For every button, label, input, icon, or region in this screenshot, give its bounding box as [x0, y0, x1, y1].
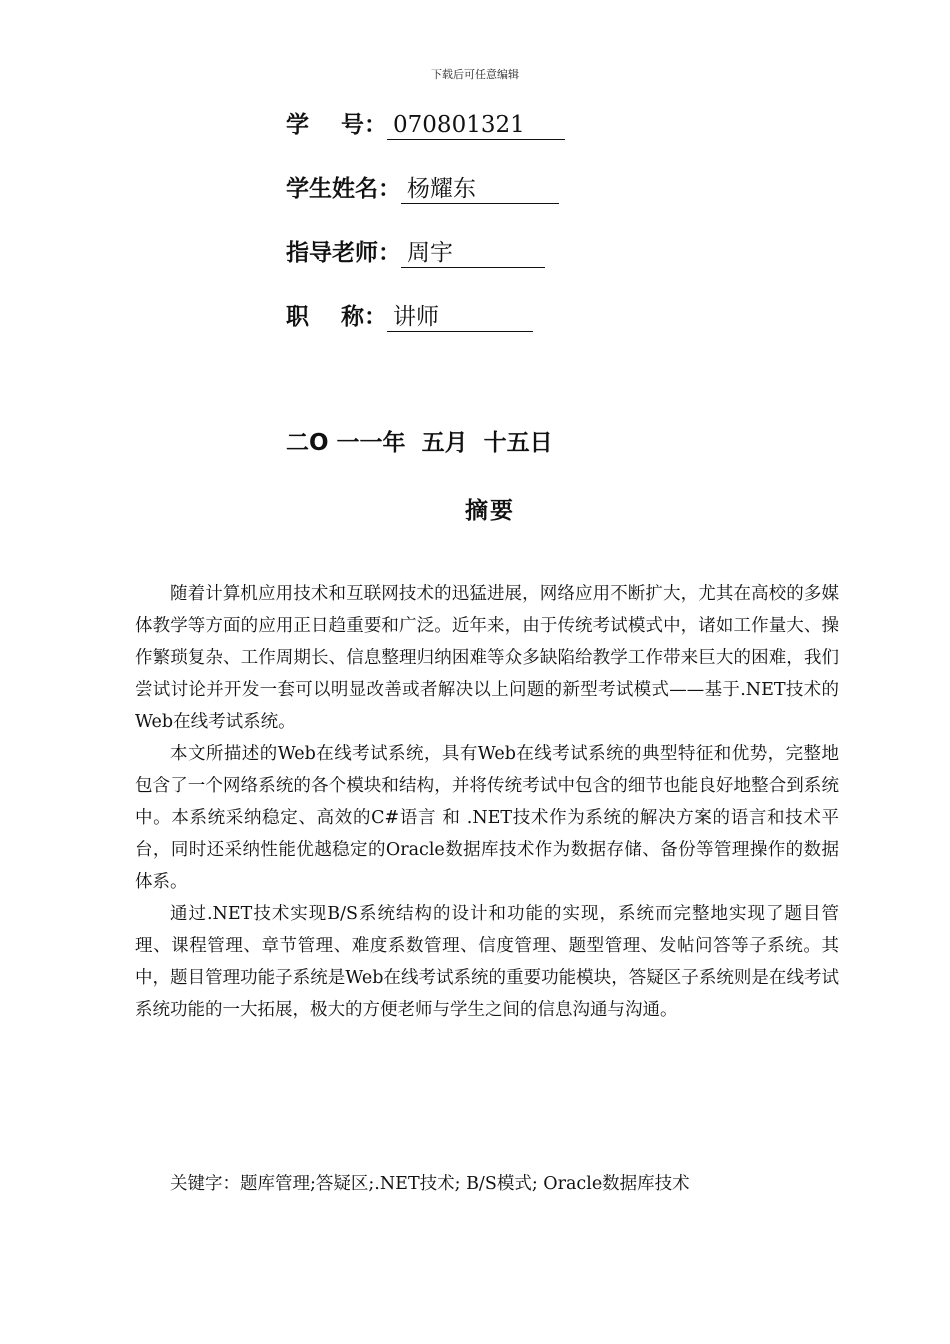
student-name-label: 学生姓名： — [286, 176, 401, 202]
student-id-label: 学 号： — [286, 112, 388, 138]
advisor-row — [286, 234, 545, 270]
student-id-value: 070801321 — [387, 111, 565, 140]
advisor-label: 指导老师： — [286, 240, 401, 266]
abstract-heading: 摘要 — [465, 498, 515, 524]
abstract-body — [135, 578, 839, 1026]
student-name-row — [286, 170, 559, 206]
student-id-row — [286, 106, 565, 142]
header-note: 下载后可任意编辑 — [431, 68, 519, 81]
abstract-paragraph: 随着计算机应用技术和互联网技术的迅猛进展，网络应用不断扩大，尤其在高校的多媒体教学等方面的应用正日趋重要和广泛。近年来，由于传统考试模式中，诸如工作量大、操作繁琐复杂、工作周期长、信息整理归纳困难等众多缺陷给教学工作带来巨大的困难，我们尝试讨论并开发一套可以明显改善或者解决以上问题的新型考试模式——基于.NET技术的Web在线考试系统。 — [135, 584, 839, 732]
date-line: 二O 一一年 五月 十五日 — [286, 430, 553, 456]
title-label: 职 称： — [286, 304, 388, 330]
keywords-line: 关键字：题库管理;答疑区;.NET技术; B/S模式; Oracle数据库技术 — [170, 1174, 690, 1194]
abstract-paragraph: 本文所描述的Web在线考试系统，具有Web在线考试系统的典型特征和优势，完整地包含了一个网络系统的各个模块和结构，并将传统考试中包含的细节也能良好地整合到系统中。本系统采纳稳定、高效的C#语言 和 .NET技术作为系统的解决方案的语言和技术平台，同时还采纳性能优越稳定的Oracle数据库技术作为数据存储、备份等管理操作的数据体系。 — [135, 744, 839, 892]
title-row — [286, 298, 533, 334]
abstract-paragraph: 通过.NET技术实现B/S系统结构的设计和功能的实现，系统而完整地实现了题目管理、课程管理、章节管理、难度系数管理、信度管理、题型管理、发帖问答等子系统。其中，题目管理功能子系统是Web在线考试系统的重要功能模块，答疑区子系统则是在线考试系统功能的一大拓展，极大的方便老师与学生之间的信息沟通与沟通。 — [135, 904, 839, 1020]
title-value: 讲师 — [387, 303, 533, 332]
advisor-value: 周宇 — [401, 239, 545, 268]
student-name-value: 杨耀东 — [401, 175, 559, 204]
